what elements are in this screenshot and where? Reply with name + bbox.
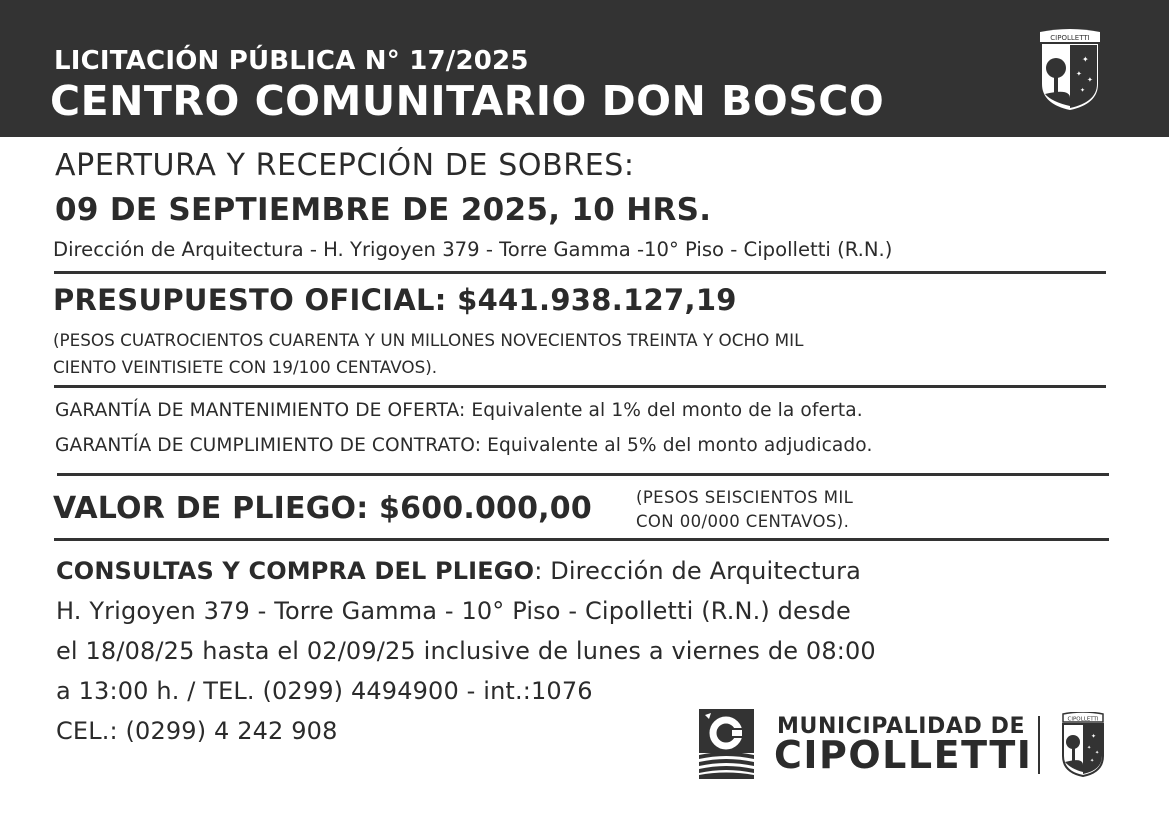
specs-value-in-words [636, 486, 853, 534]
budget-in-words [53, 327, 803, 381]
inquiries-line-3: el 18/08/25 hasta el 02/09/25 inclusive de lunes a viernes de 08:00 [56, 637, 876, 665]
specs-words-line-1: (PESOS SEISCIENTOS MIL [636, 488, 854, 507]
svg-text:✦: ✦ [1082, 55, 1089, 64]
coat-of-arms-icon [1057, 712, 1109, 778]
official-budget: PRESUPUESTO OFICIAL: $441.938.127,19 [53, 283, 737, 317]
inquiries-line-2: H. Yrigoyen 379 - Torre Gamma - 10° Piso - Cipolletti (R.N.) desde [56, 597, 851, 625]
svg-text:CIPOLLETTI: CIPOLLETTI [1050, 34, 1090, 42]
opening-date: 09 DE SEPTIEMBRE DE 2025, 10 HRS. [55, 192, 712, 228]
svg-text:✦: ✦ [1090, 758, 1095, 764]
header-banner [0, 0, 1169, 137]
inquiries-line-4: a 13:00 h. / TEL. (0299) 4494900 - int.:1076 [56, 677, 593, 705]
logo-divider [1038, 716, 1040, 774]
svg-text:✦: ✦ [1076, 70, 1082, 78]
divider [54, 271, 1106, 274]
inquiries-line-1 [56, 551, 876, 591]
opening-heading: APERTURA Y RECEPCIÓN DE SOBRES: [55, 148, 635, 183]
svg-text:✦: ✦ [1095, 750, 1100, 756]
inquiries-label: CONSULTAS Y COMPRA DEL PLIEGO [56, 557, 535, 585]
budget-words-line-2: CIENTO VEINTISIETE CON 19/100 CENTAVOS). [53, 357, 438, 377]
inquiries-place: : Dirección de Arquitectura [534, 557, 861, 585]
opening-address: Dirección de Arquitectura - H. Yrigoyen 379 - Torre Gamma -10° Piso - Cipolletti (R.N.) [53, 238, 893, 261]
svg-text:CIPOLLETTI: CIPOLLETTI [1067, 716, 1099, 723]
divider [54, 538, 1109, 541]
specs-value: VALOR DE PLIEGO: $600.000,00 [53, 491, 592, 526]
svg-text:✦: ✦ [1091, 733, 1097, 740]
municipality-name: CIPOLLETTI [774, 733, 1033, 777]
svg-text:✦: ✦ [1080, 87, 1086, 94]
budget-words-line-1: (PESOS CUATROCIENTOS CUARENTA Y UN MILLONES NOVECIENTOS TREINTA Y OCHO MIL [53, 330, 804, 350]
specs-words-line-2: CON 00/000 CENTAVOS). [636, 512, 850, 531]
svg-text:✦: ✦ [1087, 745, 1092, 751]
project-title: CENTRO COMUNITARIO DON BOSCO [50, 77, 885, 125]
coat-of-arms-icon [1032, 28, 1108, 112]
divider [54, 385, 1106, 388]
inquiries-line-5: CEL.: (0299) 4 242 908 [56, 717, 338, 745]
divider [57, 473, 1109, 476]
svg-text:✦: ✦ [1087, 76, 1093, 84]
maintenance-guarantee: GARANTÍA DE MANTENIMIENTO DE OFERTA: Equivalente al 1% del monto de la oferta. [55, 400, 863, 421]
municipality-label: MUNICIPALIDAD DE [777, 714, 1026, 739]
municipal-logo-icon [699, 709, 754, 779]
compliance-guarantee: GARANTÍA DE CUMPLIMIENTO DE CONTRATO: Equivalente al 5% del monto adjudicado. [55, 435, 873, 456]
tender-number: LICITACIÓN PÚBLICA N° 17/2025 [54, 46, 529, 76]
